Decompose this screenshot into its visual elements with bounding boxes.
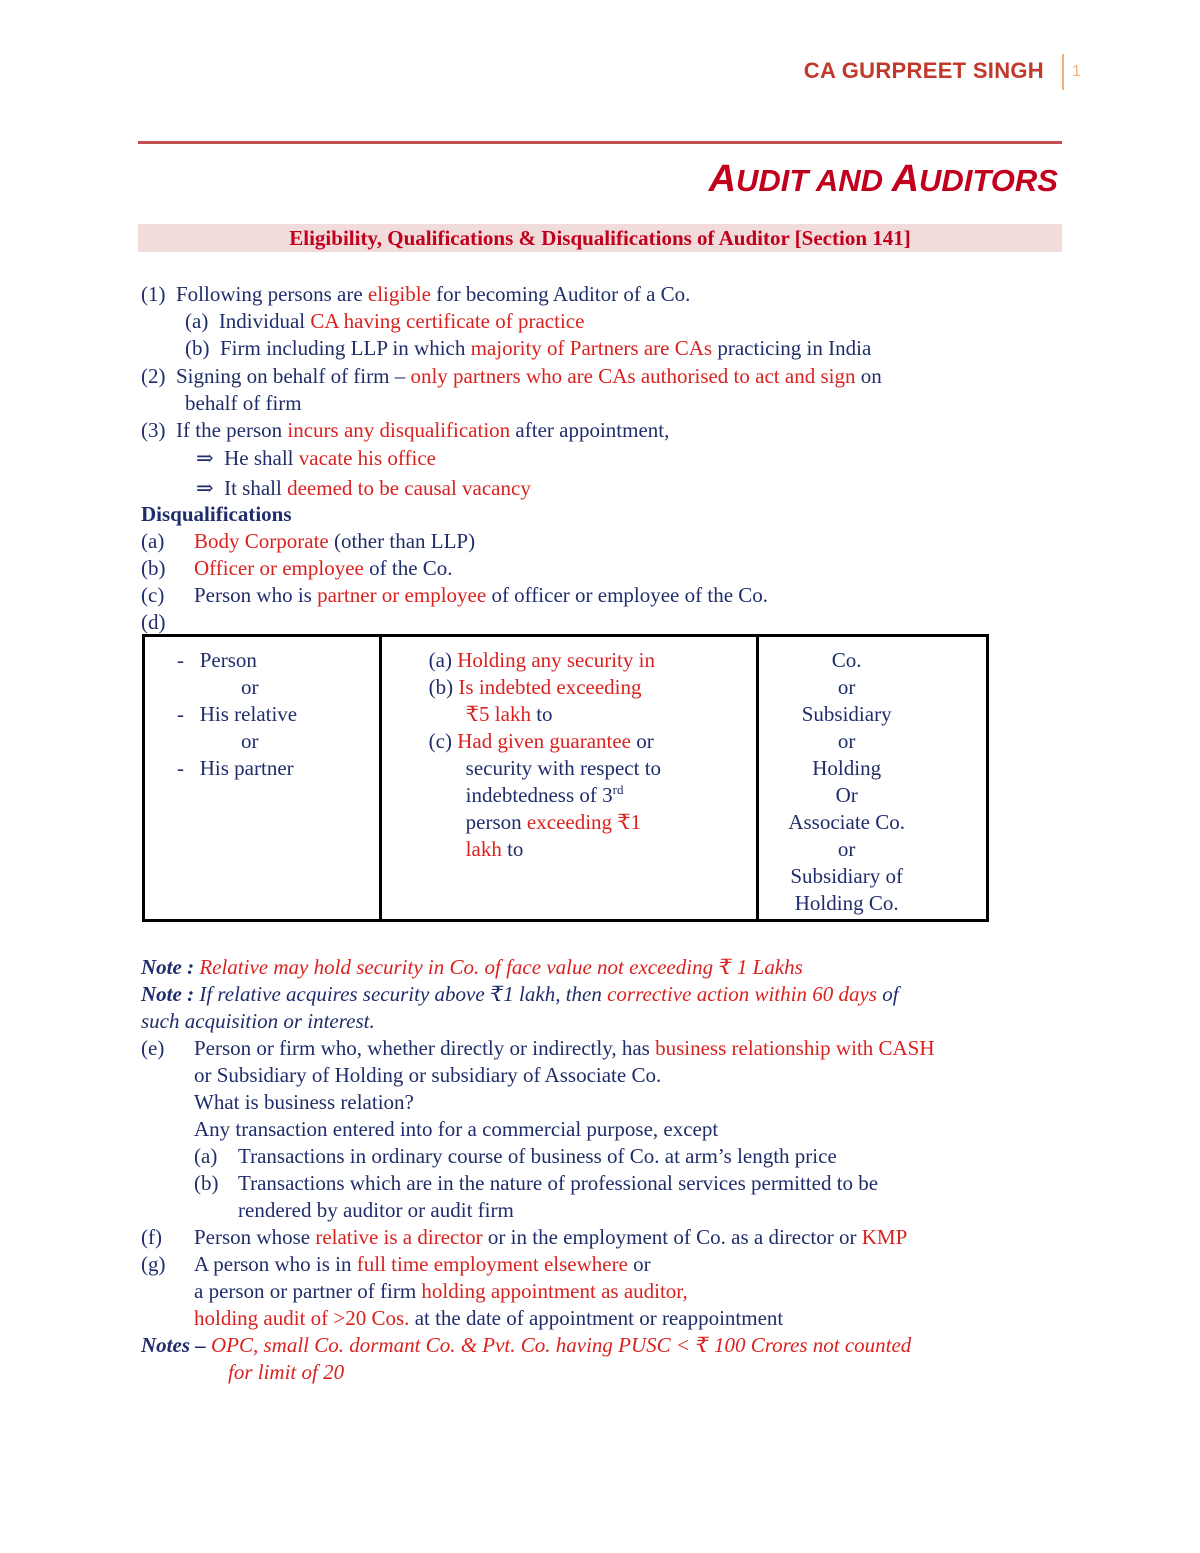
point-1: (1) Following persons are eligible for becoming Auditor of a Co. [141,282,691,306]
page-number: 1 [1062,54,1094,90]
header-divider [138,141,1062,144]
page-title: AUDIT AND AUDITORS [708,158,1058,200]
disq-e-cont: or Subsidiary of Holding or subsidiary of Associate Co. [194,1063,662,1087]
disq-f: (f) Person whose relative is a director or in the employment of Co. as a director or KMP [141,1225,908,1249]
table-col-conditions: (a) Holding any security in (b) Is indebted exceeding ₹5 lakh to (c) Had given guarantee or security with respect to indebtedness of 3rd person exceeding ₹1 lakh to [380,636,758,921]
point-3-i: ⇒ He shall vacate his office [196,446,436,470]
disq-e: (e) Person or firm who, whether directly or indirectly, has business relationship with CASH [141,1036,935,1060]
disq-a: (a) Body Corporate (other than LLP) [141,529,476,553]
point-1a: (a) Individual CA having certificate of practice [185,309,585,333]
disq-g-3: holding audit of >20 Cos. at the date of appointment or reappointment [194,1306,784,1330]
table-col-entities: Co. or Subsidiary or Holding Or Associate Co. or Subsidiary of Holding Co. [758,636,988,921]
disq-e-question: What is business relation? [194,1090,414,1114]
disqualification-table [142,634,989,922]
disq-e-answer: Any transaction entered into for a commercial purpose, except [194,1117,719,1141]
point-3-ii: ⇒ It shall deemed to be causal vacancy [196,476,531,500]
point-2-cont: behalf of firm [185,391,302,415]
notes-limit: Notes – OPC, small Co. dormant Co. & Pvt. Co. having PUSC < ₹ 100 Crores not counted [141,1333,912,1357]
disq-e-b-cont: rendered by auditor or audit firm [238,1198,514,1222]
disq-c: (c) Person who is partner or employee of officer or employee of the Co. [141,583,769,607]
section-heading: Eligibility, Qualifications & Disqualifications of Auditor [Section 141] [138,224,1062,252]
point-1b: (b) Firm including LLP in which majority of Partners are CAs practicing in India [185,336,872,360]
notes-limit-cont: for limit of 20 [228,1360,345,1384]
disq-g: (g) A person who is in full time employment elsewhere or [141,1252,651,1276]
note-2-cont: such acquisition or interest. [141,1009,375,1033]
disq-e-a: (a) Transactions in ordinary course of business of Co. at arm’s length price [194,1144,837,1168]
implies-arrow-icon: ⇒ [196,476,214,500]
note-2: Note : If relative acquires security above ₹1 lakh, then corrective action within 60 days of [141,982,899,1006]
point-3: (3) If the person incurs any disqualification after appointment, [141,418,670,442]
point-2: (2) Signing on behalf of firm – only partners who are CAs authorised to act and sign on [141,364,882,388]
disqualifications-heading: Disqualifications [141,502,292,526]
disq-b: (b) Officer or employee of the Co. [141,556,453,580]
implies-arrow-icon: ⇒ [196,446,214,470]
note-1: Note : Relative may hold security in Co. of face value not exceeding ₹ 1 Lakhs [141,955,803,979]
disq-d: (d) [141,610,166,634]
disq-g-2: a person or partner of firm holding appointment as auditor, [194,1279,688,1303]
disq-e-b: (b) Transactions which are in the nature of professional services permitted to be [194,1171,879,1195]
author-name: CA GURPREET SINGH [803,58,1044,83]
table-col-persons: - Person or - His relative or - His partner [144,636,381,921]
